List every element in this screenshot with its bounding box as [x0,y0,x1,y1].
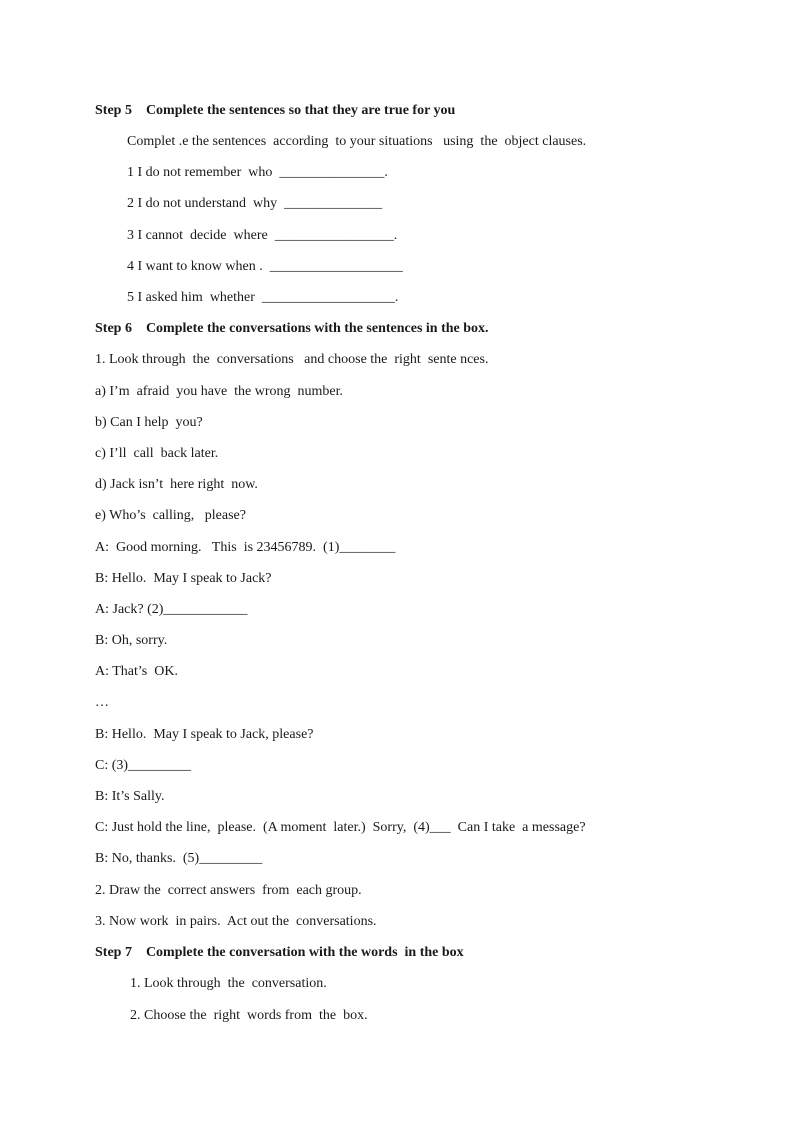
step6-followup-2: 2. Draw the correct answers from each group. [95,883,362,898]
step5-item-3: 3 I cannot decide where _________________. [127,228,398,243]
conversation-ellipsis: … [95,695,109,710]
step7-item-2: 2. Choose the right words from the box. [130,1008,368,1023]
step6-option-a: a) I’m afraid you have the wrong number. [95,384,344,399]
conversation-line: A: That’s OK. [95,664,178,679]
step5-item-4: 4 I want to know when . ___________________ [127,259,403,274]
conversation-line: B: Hello. May I speak to Jack, please? [95,727,314,742]
conversation-line: C: Just hold the line, please. (A moment later.) Sorry, (4)___ Can I take a message? [95,820,586,835]
step5-instruction: Complet .e the sentences according to your situations using the object clauses. [127,134,587,149]
step6-heading: Step 6 Complete the conversations with the sentences in the box. [95,321,489,336]
step5-item-1: 1 I do not remember who _______________. [127,165,388,180]
step6-option-b: b) Can I help you? [95,415,203,430]
conversation-line: B: Hello. May I speak to Jack? [95,571,272,586]
step6-instruction: 1. Look through the conversations and choose the right sente nces. [95,352,489,367]
step5-heading: Step 5 Complete the sentences so that they are true for you [95,103,456,118]
step7-heading: Step 7 Complete the conversation with the words in the box [95,945,464,960]
step5-item-2: 2 I do not understand why ______________ [127,196,383,211]
conversation-line: B: No, thanks. (5)_________ [95,851,263,866]
step6-followup-3: 3. Now work in pairs. Act out the conversations. [95,914,377,929]
step6-option-c: c) I’ll call back later. [95,446,219,461]
conversation-line: A: Jack? (2)____________ [95,602,248,617]
step5-item-5: 5 I asked him whether ___________________. [127,290,399,305]
step6-option-e: e) Who’s calling, please? [95,508,246,523]
conversation-line: A: Good morning. This is 23456789. (1)________ [95,540,396,555]
step7-item-1: 1. Look through the conversation. [130,976,327,991]
conversation-line: B: Oh, sorry. [95,633,168,648]
conversation-line: B: It’s Sally. [95,789,165,804]
conversation-line: C: (3)_________ [95,758,192,773]
step6-option-d: d) Jack isn’t here right now. [95,477,258,492]
